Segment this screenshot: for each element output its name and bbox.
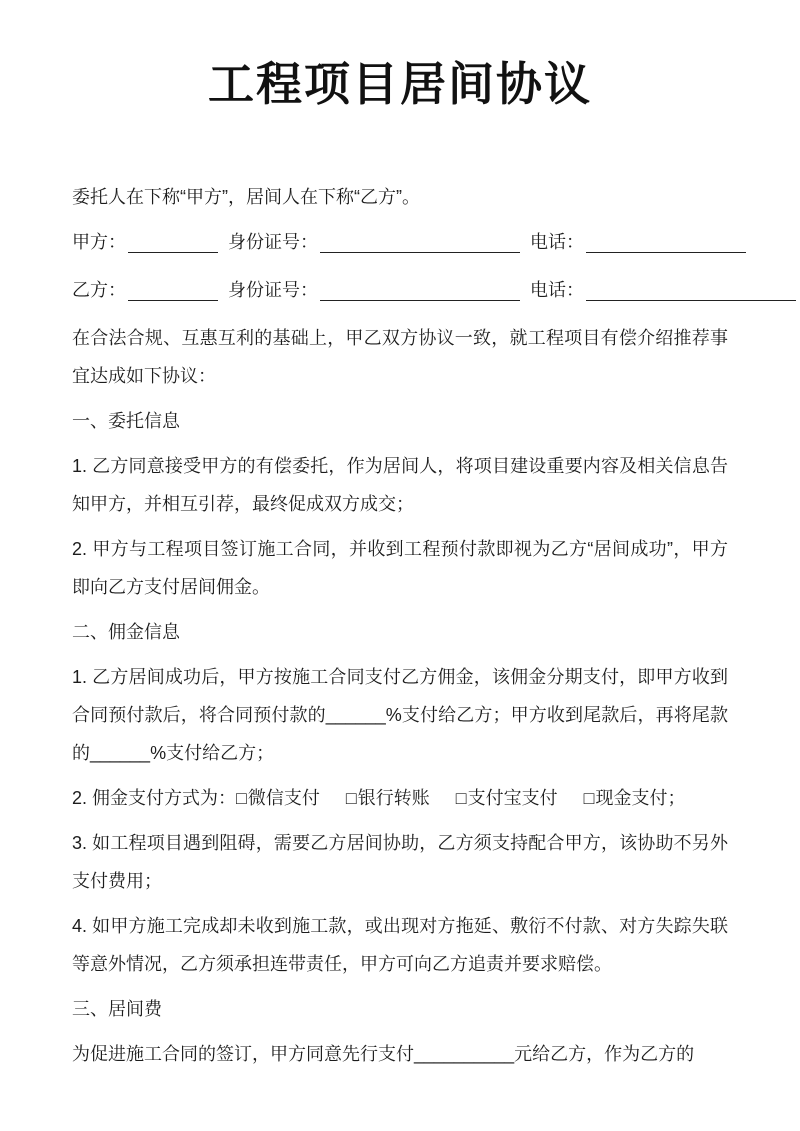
payment-option-wechat-label: 微信支付 <box>247 788 320 808</box>
entrust-item-2: 2. 甲方与工程项目签订施工合同，并收到工程预付款即视为乙方“居间成功”，甲方即向乙方支付居间佣金。 <box>72 539 728 597</box>
payment-methods-prefix: 2. 佣金支付方式为： <box>72 788 237 808</box>
party-a-name-blank <box>128 228 218 253</box>
section-entrust-heading: 一、委托信息 <box>72 411 180 431</box>
checkbox-icon: □ <box>583 788 595 808</box>
section-fee-heading: 三、居间费 <box>72 999 162 1019</box>
party-a-row <box>72 223 728 261</box>
commission-item-3: 3. 如工程项目遇到阻碍，需要乙方居间协助，乙方须支持配合甲方，该协助不另外支付费用； <box>72 833 728 891</box>
party-a-id-label: 身份证号： <box>228 232 318 252</box>
party-a-name-label: 甲方： <box>72 232 126 252</box>
party-b-phone-label: 电话： <box>530 280 584 300</box>
intro-line: 委托人在下称“甲方”，居间人在下称“乙方”。 <box>72 187 420 207</box>
document-body <box>72 178 728 1073</box>
checkbox-icon: □ <box>236 788 247 808</box>
preamble-paragraph: 在合法合规、互惠互利的基础上，甲乙双方协议一致，就工程项目有偿介绍推荐事宜达成如下协议： <box>72 328 728 386</box>
party-b-name-label: 乙方： <box>72 280 126 300</box>
party-b-id-label: 身份证号： <box>228 280 318 300</box>
entrust-item-1: 1. 乙方同意接受甲方的有偿委托，作为居间人，将项目建设重要内容及相关信息告知甲方，并相互引荐，最终促成双方成交； <box>72 456 728 514</box>
payment-option-alipay <box>456 788 558 808</box>
payment-methods-suffix: ； <box>667 788 686 808</box>
commission-item-1: 1. 乙方居间成功后，甲方按施工合同支付乙方佣金，该佣金分期支付，即甲方收到合同预付款后，将合同预付款的______%支付给乙方；甲方收到尾款后，再将尾款的______%支付给乙方； <box>72 667 728 763</box>
party-a-phone-blank <box>586 228 746 253</box>
checkbox-icon: □ <box>455 788 467 808</box>
party-a-phone-label: 电话： <box>530 232 584 252</box>
section-commission-heading: 二、佣金信息 <box>72 622 180 642</box>
party-b-row <box>72 271 728 309</box>
payment-option-alipay-label: 支付宝支付 <box>467 788 558 808</box>
checkbox-icon: □ <box>345 788 357 808</box>
payment-option-cash-label: 现金支付 <box>595 788 668 808</box>
party-a-id-blank <box>320 228 520 253</box>
payment-option-bank-transfer <box>346 788 430 808</box>
payment-methods-line <box>72 779 728 817</box>
fee-item-1: 为促进施工合同的签订，甲方同意先行支付__________元给乙方，作为乙方的 <box>72 1044 695 1064</box>
commission-item-4: 4. 如甲方施工完成却未收到施工款，或出现对方拖延、敷衍不付款、对方失踪失联等意外情况，乙方须承担连带责任，甲方可向乙方追责并要求赔偿。 <box>72 916 728 974</box>
payment-option-cash <box>584 788 668 808</box>
payment-option-wechat <box>236 788 320 808</box>
document-title: 工程项目居间协议 <box>208 58 592 110</box>
party-b-id-blank <box>320 276 520 301</box>
party-b-name-blank <box>128 276 218 301</box>
payment-option-bank-transfer-label: 银行转账 <box>357 788 430 808</box>
party-b-phone-blank <box>586 276 796 301</box>
